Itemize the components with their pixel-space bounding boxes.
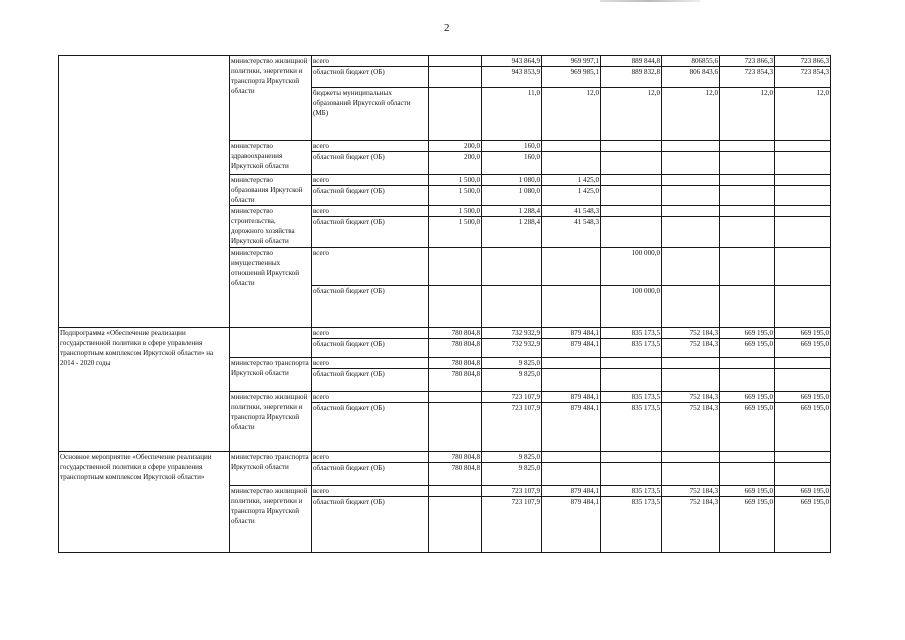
value-cell xyxy=(720,358,775,369)
source-cell: всего xyxy=(312,452,429,463)
value-cell xyxy=(429,403,482,452)
value-cell: 780 804,8 xyxy=(429,452,482,463)
value-cell xyxy=(482,286,542,328)
table-row xyxy=(59,328,831,339)
value-cell xyxy=(775,463,831,486)
value-cell xyxy=(429,67,482,88)
value-cell xyxy=(601,358,662,369)
value-cell xyxy=(601,206,662,217)
value-cell: 879 484,1 xyxy=(542,328,601,339)
value-cell xyxy=(601,175,662,186)
value-cell xyxy=(601,463,662,486)
source-cell: всего xyxy=(312,486,429,497)
value-cell: 835 173,5 xyxy=(601,403,662,452)
source-cell: областной бюджет (ОБ) xyxy=(312,403,429,452)
value-cell: 669 195,0 xyxy=(775,339,831,358)
value-cell: 780 804,8 xyxy=(429,463,482,486)
value-cell: 669 195,0 xyxy=(720,403,775,452)
source-cell: всего xyxy=(312,175,429,186)
value-cell xyxy=(720,152,775,175)
value-cell xyxy=(662,141,720,152)
value-cell xyxy=(720,217,775,248)
value-cell: 723 866,3 xyxy=(720,56,775,67)
table-row xyxy=(59,56,831,67)
value-cell xyxy=(429,88,482,141)
value-cell xyxy=(542,286,601,328)
value-cell xyxy=(662,452,720,463)
value-cell: 879 484,1 xyxy=(542,403,601,452)
value-cell xyxy=(429,56,482,67)
value-cell xyxy=(662,175,720,186)
value-cell xyxy=(720,186,775,206)
value-cell: 669 195,0 xyxy=(720,497,775,553)
value-cell xyxy=(662,217,720,248)
value-cell: 943 864,9 xyxy=(482,56,542,67)
value-cell: 723 854,3 xyxy=(720,67,775,88)
value-cell xyxy=(775,248,831,286)
program-cell: Основное мероприятие «Обеспечение реализации государственной политики в сфере управления транспортным комплексом Иркутской области» xyxy=(59,452,230,553)
source-cell: всего xyxy=(312,358,429,369)
value-cell: 780 804,8 xyxy=(429,358,482,369)
value-cell: 669 195,0 xyxy=(720,486,775,497)
value-cell xyxy=(775,186,831,206)
value-cell: 12,0 xyxy=(775,88,831,141)
value-cell xyxy=(542,369,601,392)
value-cell: 669 195,0 xyxy=(775,328,831,339)
value-cell: 780 804,8 xyxy=(429,369,482,392)
value-cell xyxy=(720,463,775,486)
value-cell: 752 184,3 xyxy=(662,403,720,452)
value-cell: 1 288,4 xyxy=(482,217,542,248)
table-row xyxy=(59,452,831,463)
source-cell: областной бюджет (ОБ) xyxy=(312,186,429,206)
program-cell: Подпрограмма «Обеспечение реализации государственной политики в сфере управления транспортным комплексом Иркутской области» на 2014 - 2020 годы xyxy=(59,328,230,452)
value-cell xyxy=(429,392,482,403)
value-cell: 780 804,8 xyxy=(429,339,482,358)
source-cell: бюджеты муниципальных образований Иркутской области (МБ) xyxy=(312,88,429,141)
value-cell xyxy=(775,369,831,392)
value-cell: 835 173,5 xyxy=(601,392,662,403)
value-cell xyxy=(775,141,831,152)
value-cell xyxy=(775,358,831,369)
executor-cell: министерство жилищной политики, энергетики и транспорта Иркутской области xyxy=(230,486,312,553)
value-cell: 752 184,3 xyxy=(662,392,720,403)
value-cell: 200,0 xyxy=(429,152,482,175)
value-cell xyxy=(662,206,720,217)
value-cell: 752 184,3 xyxy=(662,339,720,358)
value-cell: 752 184,3 xyxy=(662,497,720,553)
value-cell xyxy=(720,248,775,286)
value-cell: 889 844,8 xyxy=(601,56,662,67)
value-cell: 806855,6 xyxy=(662,56,720,67)
value-cell xyxy=(720,369,775,392)
value-cell: 835 173,5 xyxy=(601,339,662,358)
source-cell: областной бюджет (ОБ) xyxy=(312,497,429,553)
source-cell: областной бюджет (ОБ) xyxy=(312,286,429,328)
value-cell xyxy=(662,358,720,369)
value-cell: 1 425,0 xyxy=(542,175,601,186)
value-cell: 12,0 xyxy=(720,88,775,141)
value-cell: 879 484,1 xyxy=(542,486,601,497)
scan-artifact xyxy=(600,0,700,2)
value-cell: 1 425,0 xyxy=(542,186,601,206)
value-cell: 160,0 xyxy=(482,141,542,152)
value-cell xyxy=(662,152,720,175)
value-cell: 9 825,0 xyxy=(482,452,542,463)
value-cell xyxy=(720,286,775,328)
value-cell: 752 184,3 xyxy=(662,486,720,497)
value-cell: 1 500,0 xyxy=(429,175,482,186)
value-cell: 835 173,5 xyxy=(601,497,662,553)
value-cell: 9 825,0 xyxy=(482,358,542,369)
value-cell: 879 484,1 xyxy=(542,392,601,403)
value-cell xyxy=(720,206,775,217)
value-cell xyxy=(662,286,720,328)
source-cell: областной бюджет (ОБ) xyxy=(312,217,429,248)
value-cell xyxy=(601,369,662,392)
value-cell: 1 080,0 xyxy=(482,175,542,186)
value-cell xyxy=(720,452,775,463)
source-cell: всего xyxy=(312,141,429,152)
value-cell xyxy=(775,286,831,328)
source-cell: всего xyxy=(312,206,429,217)
source-cell: областной бюджет (ОБ) xyxy=(312,339,429,358)
executor-cell xyxy=(230,328,312,358)
executor-cell: министерство транспорта Иркутской области xyxy=(230,452,312,486)
value-cell: 1 288,4 xyxy=(482,206,542,217)
value-cell xyxy=(482,248,542,286)
value-cell: 669 195,0 xyxy=(775,403,831,452)
value-cell: 669 195,0 xyxy=(775,392,831,403)
source-cell: областной бюджет (ОБ) xyxy=(312,67,429,88)
value-cell: 732 932,9 xyxy=(482,328,542,339)
executor-cell: министерство транспорта Иркутской области xyxy=(230,358,312,392)
value-cell xyxy=(662,248,720,286)
value-cell: 835 173,5 xyxy=(601,328,662,339)
executor-cell: министерство имущественных отношений Иркутской области xyxy=(230,248,312,328)
value-cell xyxy=(601,152,662,175)
value-cell: 12,0 xyxy=(662,88,720,141)
value-cell xyxy=(720,141,775,152)
value-cell xyxy=(775,175,831,186)
value-cell: 9 825,0 xyxy=(482,463,542,486)
value-cell xyxy=(542,463,601,486)
value-cell: 669 195,0 xyxy=(720,328,775,339)
value-cell xyxy=(542,141,601,152)
source-cell: всего xyxy=(312,248,429,286)
value-cell xyxy=(601,141,662,152)
value-cell: 100 000,0 xyxy=(601,248,662,286)
value-cell xyxy=(775,206,831,217)
value-cell: 806 843,6 xyxy=(662,67,720,88)
value-cell: 12,0 xyxy=(542,88,601,141)
source-cell: всего xyxy=(312,328,429,339)
value-cell: 835 173,5 xyxy=(601,486,662,497)
value-cell xyxy=(720,175,775,186)
executor-cell: министерство жилищной политики, энергетики и транспорта Иркутской области xyxy=(230,56,312,141)
value-cell xyxy=(775,217,831,248)
source-cell: областной бюджет (ОБ) xyxy=(312,152,429,175)
value-cell: 1 500,0 xyxy=(429,206,482,217)
value-cell: 9 825,0 xyxy=(482,369,542,392)
value-cell xyxy=(542,248,601,286)
value-cell: 969 985,1 xyxy=(542,67,601,88)
value-cell: 669 195,0 xyxy=(775,486,831,497)
executor-cell: министерство строительства, дорожного хозяйства Иркутской области xyxy=(230,206,312,248)
page-number: 2 xyxy=(444,22,450,34)
value-cell: 752 184,3 xyxy=(662,328,720,339)
value-cell: 879 484,1 xyxy=(542,497,601,553)
value-cell xyxy=(662,186,720,206)
value-cell xyxy=(662,369,720,392)
source-cell: всего xyxy=(312,392,429,403)
value-cell: 889 832,8 xyxy=(601,67,662,88)
value-cell: 1 080,0 xyxy=(482,186,542,206)
value-cell: 12,0 xyxy=(601,88,662,141)
executor-cell: министерство здравоохранения Иркутской области xyxy=(230,141,312,175)
value-cell: 669 195,0 xyxy=(775,497,831,553)
value-cell: 160,0 xyxy=(482,152,542,175)
value-cell: 723 107,9 xyxy=(482,403,542,452)
executor-cell: министерство жилищной политики, энергетики и транспорта Иркутской области xyxy=(230,392,312,452)
value-cell: 1 500,0 xyxy=(429,186,482,206)
executor-cell: министерство образования Иркутской области xyxy=(230,175,312,206)
value-cell: 41 548,3 xyxy=(542,206,601,217)
value-cell xyxy=(601,186,662,206)
value-cell: 669 195,0 xyxy=(720,392,775,403)
program-cell xyxy=(59,56,230,328)
source-cell: областной бюджет (ОБ) xyxy=(312,463,429,486)
value-cell xyxy=(775,452,831,463)
value-cell xyxy=(542,152,601,175)
value-cell: 11,0 xyxy=(482,88,542,141)
value-cell: 732 932,9 xyxy=(482,339,542,358)
value-cell: 723 107,9 xyxy=(482,392,542,403)
value-cell xyxy=(601,217,662,248)
value-cell: 879 484,1 xyxy=(542,339,601,358)
value-cell xyxy=(662,463,720,486)
value-cell xyxy=(542,452,601,463)
value-cell: 723 107,9 xyxy=(482,497,542,553)
value-cell: 1 500,0 xyxy=(429,217,482,248)
value-cell xyxy=(429,286,482,328)
value-cell xyxy=(775,152,831,175)
value-cell: 200,0 xyxy=(429,141,482,152)
value-cell: 669 195,0 xyxy=(720,339,775,358)
value-cell: 723 854,3 xyxy=(775,67,831,88)
budget-table xyxy=(58,55,831,553)
value-cell: 723 866,3 xyxy=(775,56,831,67)
source-cell: всего xyxy=(312,56,429,67)
value-cell xyxy=(542,358,601,369)
value-cell xyxy=(429,248,482,286)
value-cell: 41 548,3 xyxy=(542,217,601,248)
value-cell: 969 997,1 xyxy=(542,56,601,67)
source-cell: областной бюджет (ОБ) xyxy=(312,369,429,392)
value-cell: 723 107,9 xyxy=(482,486,542,497)
value-cell xyxy=(601,452,662,463)
value-cell: 780 804,8 xyxy=(429,328,482,339)
value-cell xyxy=(429,497,482,553)
value-cell: 100 000,0 xyxy=(601,286,662,328)
value-cell xyxy=(429,486,482,497)
value-cell: 943 853,9 xyxy=(482,67,542,88)
